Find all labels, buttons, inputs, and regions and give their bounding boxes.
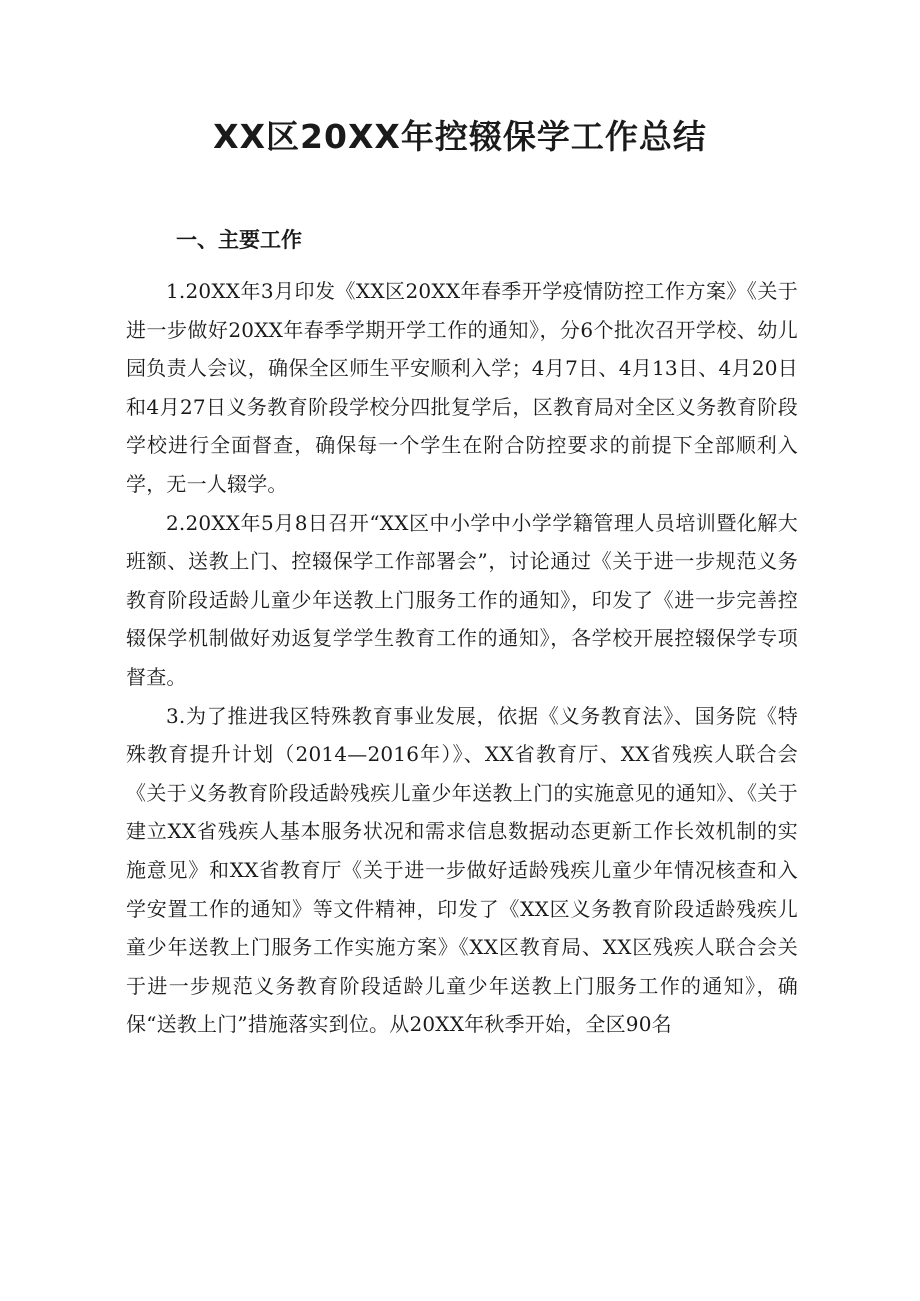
section-body <box>126 272 798 1044</box>
document-title: XX区20XX年控辍保学工作总结 <box>213 117 707 156</box>
paragraph-1: 1.20XX年3月印发《XX区20XX年春季开学疫情防控工作方案》《关于进一步做好20XX年春季学期开学工作的通知》，分6个批次召开学校、幼儿园负责人会议，确保全区师生平安顺利入学；4月7日、4月13日、4月20日和4月27日义务教育阶段学校分四批复学后，区教育局对全区义务教育阶段学校进行全面督查，确保每一个学生在附合防控要求的前提下全部顺利入学，无一人辍学。 <box>126 279 798 496</box>
paragraph-3: 3.为了推进我区特殊教育事业发展，依据《义务教育法》、国务院《特殊教育提升计划（2014—2016年）》、XX省教育厅、XX省残疾人联合会《关于义务教育阶段适龄残疾儿童少年送教上门的实施意见的通知》、《关于建立XX省残疾人基本服务状况和需求信息数据动态更新工作长效机制的实施意见》和XX省教育厅《关于进一步做好适龄残疾儿童少年情况核查和入学安置工作的通知》等文件精神，印发了《XX区义务教育阶段适龄残疾儿童少年送教上门服务工作实施方案》《XX区教育局、XX区残疾人联合会关于进一步规范义务教育阶段适龄儿童少年送教上门服务工作的通知》，确保“送教上门”措施落实到位。从20XX年秋季开始，全区90名 <box>126 703 798 1037</box>
paragraph-2: 2.20XX年5月8日召开“XX区中小学中小学学籍管理人员培训暨化解大班额、送教上门、控辍保学工作部署会”，讨论通过《关于进一步规范义务教育阶段适龄儿童少年送教上门服务工作的通知》，印发了《进一步完善控辍保学机制做好劝返复学学生教育工作的通知》，各学校开展控辍保学专项督查。 <box>126 510 798 689</box>
section-heading-main-work: 一、主要工作 <box>176 228 302 252</box>
